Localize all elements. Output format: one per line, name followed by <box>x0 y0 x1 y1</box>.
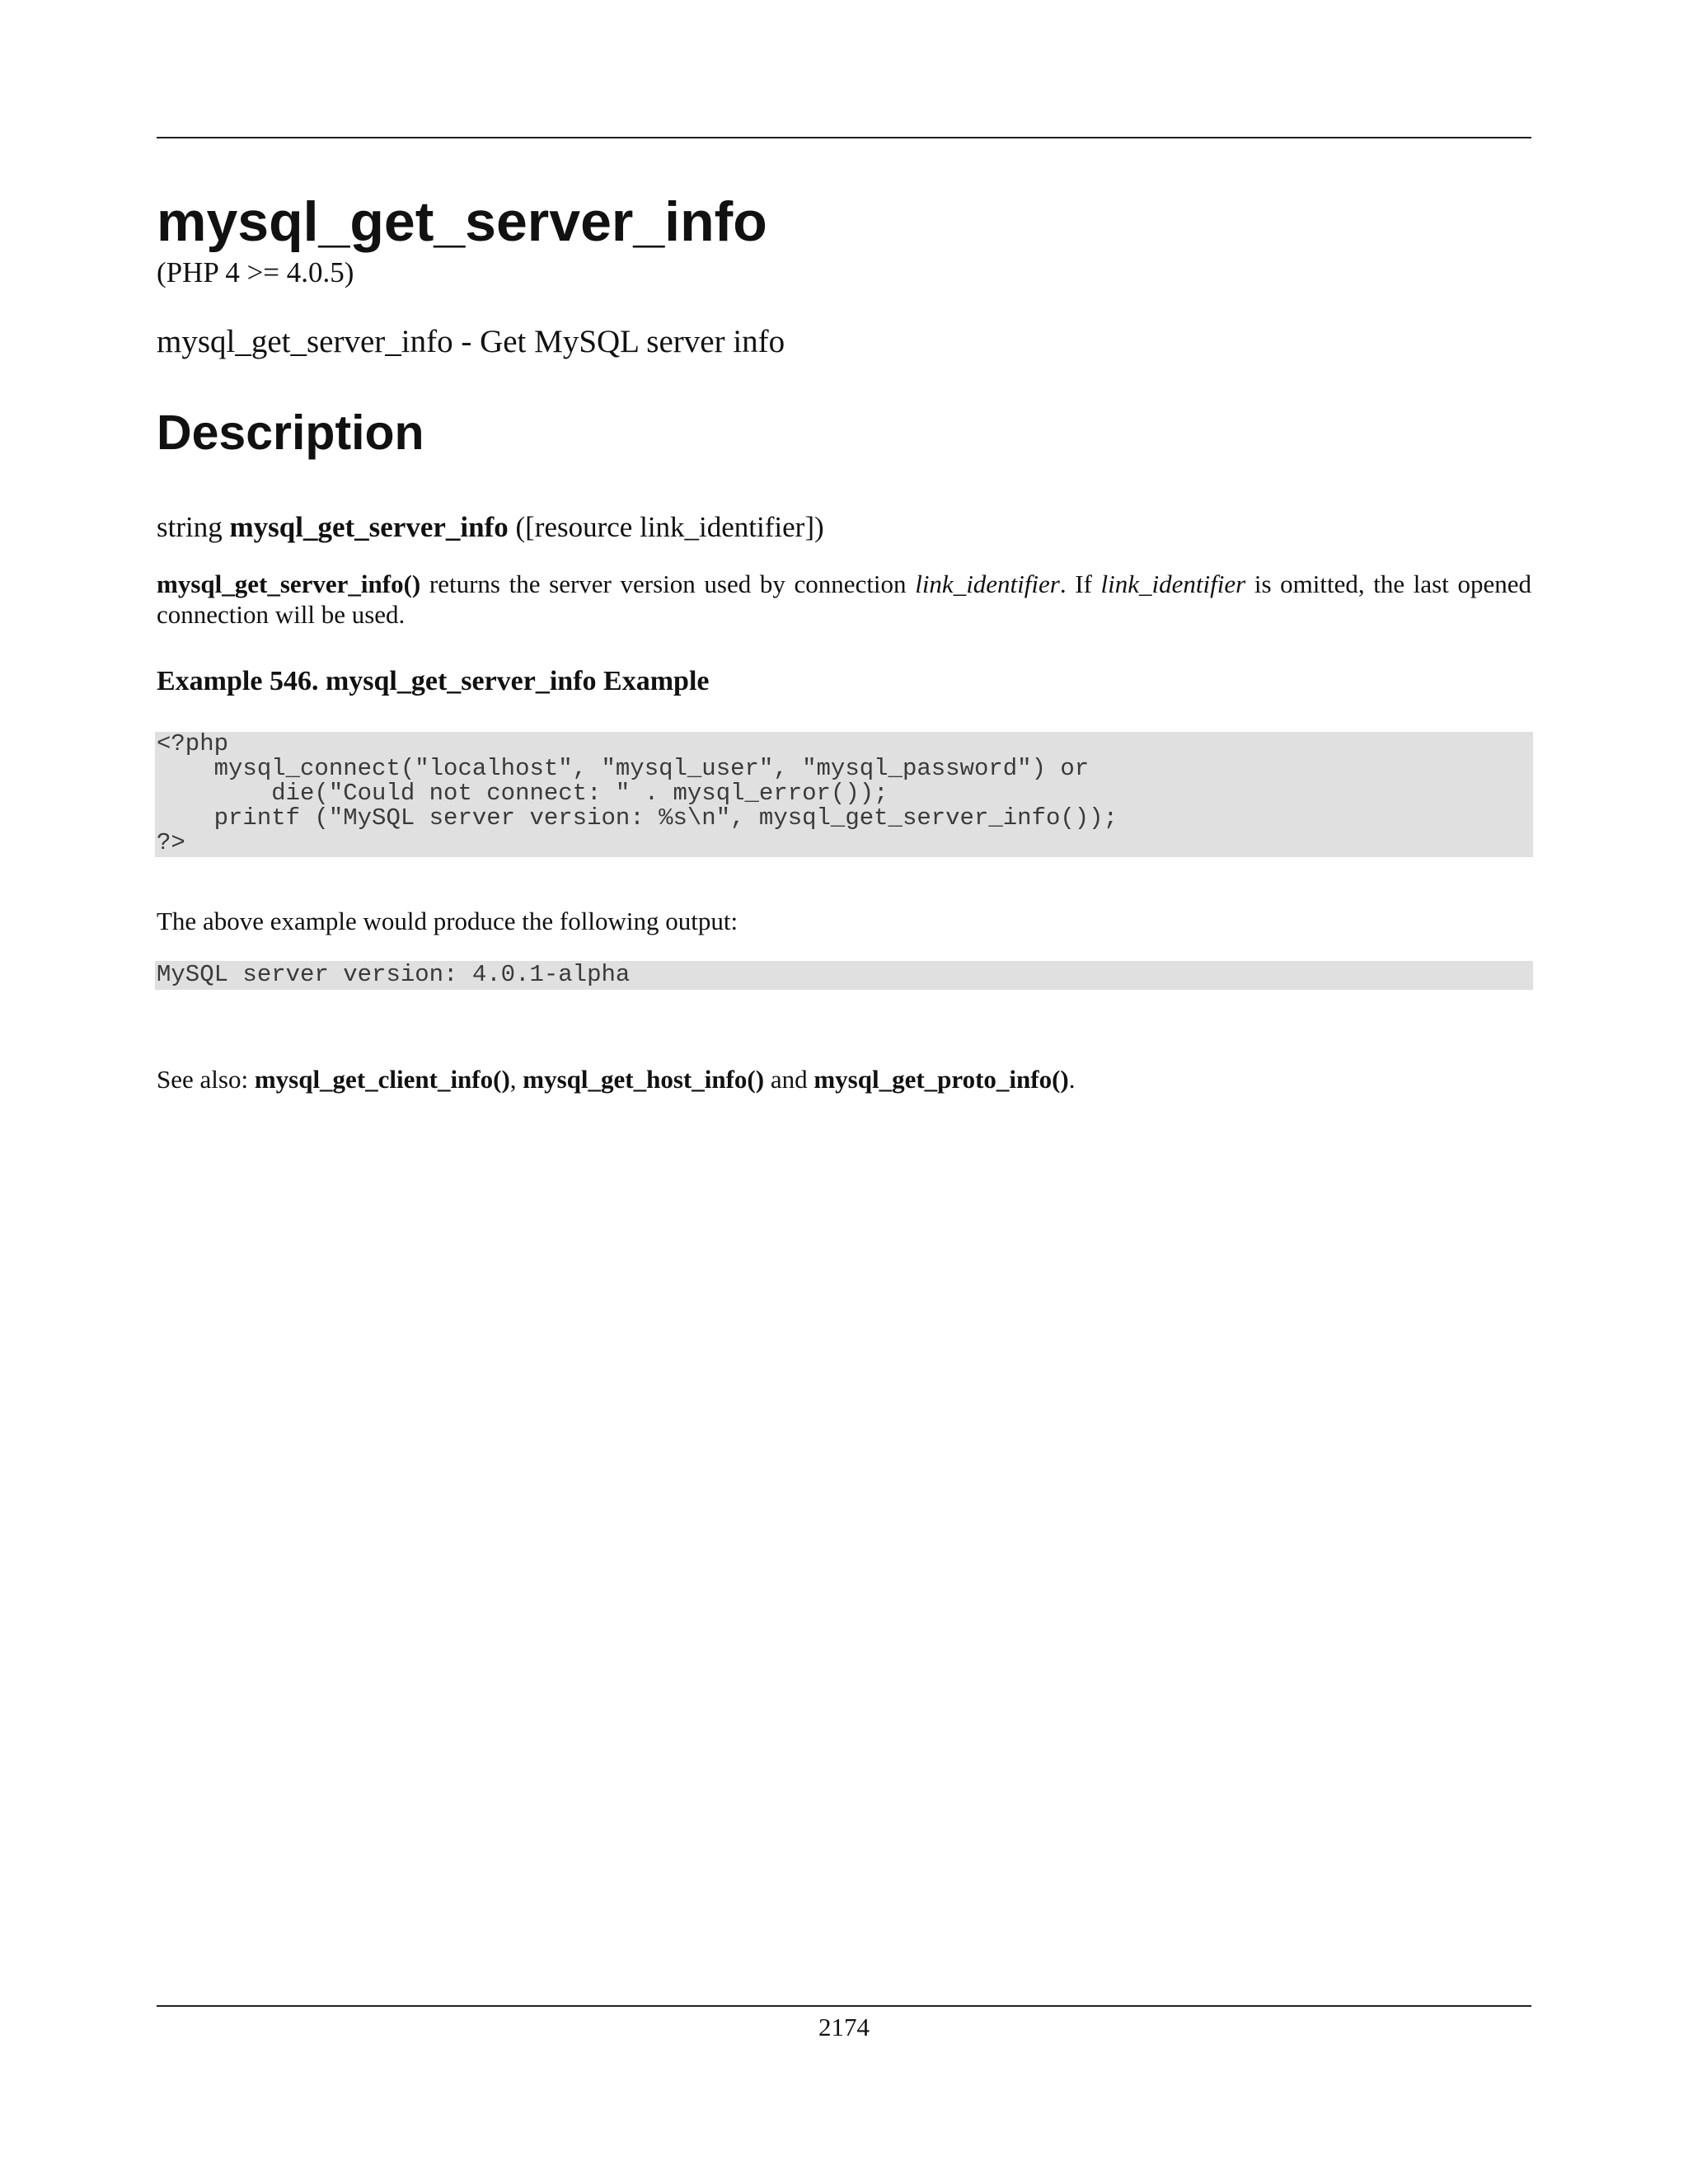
see-also-link-proto-info[interactable]: mysql_get_proto_info() <box>814 1065 1069 1094</box>
see-also-prefix: See also: <box>157 1065 255 1094</box>
para-text: . If <box>1059 569 1101 598</box>
example-title: Example 546. mysql_get_server_info Example <box>157 666 710 696</box>
para-function-name: mysql_get_server_info() <box>157 569 421 598</box>
para-text: is omitted, the last opened connection will be used. <box>157 569 1531 629</box>
output-block <box>155 961 1533 990</box>
php-version: (PHP 4 >= 4.0.5) <box>157 256 354 288</box>
code-line: <?php <box>157 730 229 757</box>
section-title-description: Description <box>157 405 424 460</box>
synopsis-function-name: mysql_get_server_info <box>229 511 509 543</box>
code-line: ?> <box>157 829 185 856</box>
see-also-suffix: . <box>1068 1065 1076 1094</box>
code-line: mysql_connect("localhost", "mysql_user", "mysql_password") or <box>157 755 1090 782</box>
see-also-link-host-info[interactable]: mysql_get_host_info() <box>523 1065 765 1094</box>
code-example-block <box>155 732 1533 857</box>
page-title: mysql_get_server_info <box>157 190 767 253</box>
see-also-link-client-info[interactable]: mysql_get_client_info() <box>254 1065 510 1094</box>
code-line: die("Could not connect: " . mysql_error()); <box>157 780 889 807</box>
para-parameter: link_identifier <box>1100 569 1246 598</box>
synopsis-return-type: string <box>157 511 223 543</box>
code-line: printf ("MySQL server version: %s\n", mysql_get_server_info()); <box>157 804 1118 832</box>
output-line: MySQL server version: 4.0.1-alpha <box>157 961 631 988</box>
para-parameter: link_identifier <box>915 569 1060 598</box>
footer-rule <box>157 2005 1531 2007</box>
see-also-separator: , <box>509 1065 523 1094</box>
function-purpose: mysql_get_server_info - Get MySQL server info <box>157 324 785 359</box>
see-also-separator: and <box>764 1065 814 1094</box>
description-paragraph <box>157 569 1531 630</box>
page-number: 2174 <box>818 2013 870 2041</box>
function-synopsis <box>157 509 824 546</box>
synopsis-params: ([resource link_identifier]) <box>515 511 824 543</box>
document-page <box>157 0 1531 2184</box>
header-rule <box>157 137 1531 138</box>
see-also <box>157 1063 1076 1096</box>
para-text: returns the server version used by connection <box>420 569 916 598</box>
output-intro: The above example would produce the following output: <box>157 907 738 935</box>
